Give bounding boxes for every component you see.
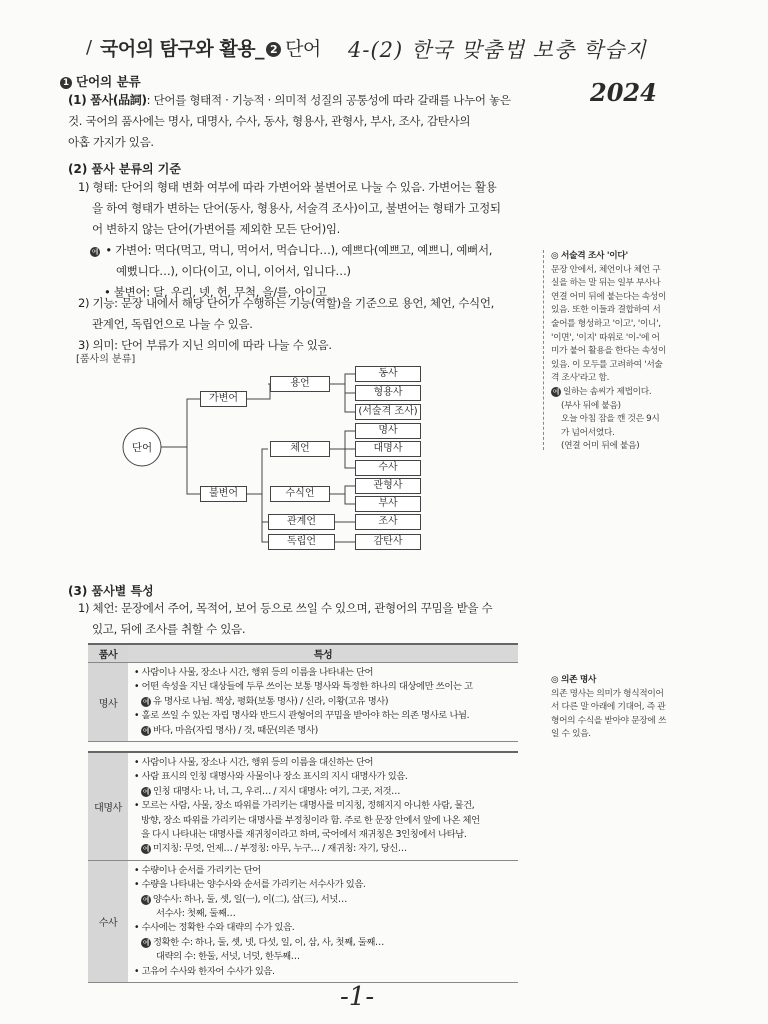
diagram-node-susigeon: 수식언 xyxy=(270,486,330,502)
diagram-leaf-pronoun: 대명사 xyxy=(355,441,421,457)
diagram-leaf-numeral: 수사 xyxy=(355,460,421,476)
handwritten-page-number: -1- xyxy=(340,982,375,1012)
section-number-badge: 2 xyxy=(266,42,281,57)
p2-heading: (2) 품사 분류의 기준 xyxy=(68,162,181,176)
example-icon: 예 xyxy=(142,845,150,854)
example-icon: 예 xyxy=(142,726,150,735)
diagram-leaf-adverb: 부사 xyxy=(355,496,421,512)
p1-label: (1) 품사(品詞) xyxy=(68,93,147,107)
note1-line: 술어를 형성하고 '이고', '이니', xyxy=(551,318,661,329)
section-title: 단어 xyxy=(285,38,321,60)
table-line: 서수사: 첫째, 둘째… xyxy=(156,908,236,920)
diagram-node-dongnibeon: 독립언 xyxy=(268,534,335,550)
example-icon: 예 xyxy=(552,387,560,396)
function-line: 2) 기능: 문장 내에서 해당 단어가 수행하는 기능(역할)을 기준으로 용언, 체언, 수식언, xyxy=(78,296,495,310)
note-bullet-icon: ◎ xyxy=(551,251,562,261)
chapter-title-text: 국어의 탐구와 활용_ xyxy=(100,38,265,60)
example-invariable-line: • 불변어: 달, 우리, 넷, 헌, 무척, 을/를, 아이고 xyxy=(104,285,327,299)
table-line: 을 다시 나타내는 대명사를 재귀칭이라고 하며, 국어에서 재귀칭은 3인칭에서 나타남. xyxy=(141,829,467,841)
note1-line: 연결 어미 뒤에 붙는다는 속성이 xyxy=(551,291,667,302)
p1-line: : 단어를 형태적 · 기능적 · 의미적 성질의 공통성에 따라 갈래를 나누어 놓은 xyxy=(146,93,511,107)
example-icon: 예 xyxy=(142,895,150,904)
table-header-feature: 특성 xyxy=(128,644,518,663)
note1-example: (연결 어미 뒤에 붙음) xyxy=(561,441,640,452)
note1-line: 실을 하는 말 뒤는 일부 부사나 xyxy=(551,278,661,289)
table-line: 인칭 대명사: 나, 너, 그, 우리… / 지시 대명사: 여기, 그곳, 저것… xyxy=(153,785,401,797)
table-row-content xyxy=(128,860,518,982)
diagram-root: 단어 xyxy=(131,442,153,454)
note1-line: 격 조사'라고 함. xyxy=(551,373,610,384)
note1-example: 일하는 솜씨가 제법이다. xyxy=(563,386,652,397)
table-line: 정확한 수: 하나, 둘, 셋, 넷, 다섯, 일, 이, 삼, 사, 첫째, 둘째… xyxy=(153,936,384,948)
header-slash: / xyxy=(86,37,93,58)
section3-heading: (3) 품사별 특성 xyxy=(68,584,154,598)
table-row-key: 대명사 xyxy=(88,752,128,860)
note1-example: (부사 뒤에 붙음) xyxy=(561,400,621,411)
form-line: 을 하여 형태가 변하는 단어(동사, 형용사, 서술격 조사)이고, 불변어는 형태가 고정되 xyxy=(92,201,501,215)
pos-table-pronoun-numeral xyxy=(88,751,518,983)
section1-number-badge: 1 xyxy=(60,77,72,89)
note1-line: 있음. 이 모두를 고려하여 '서술 xyxy=(551,359,663,370)
handwritten-title: 4-(2) 한국 맞춤법 보충 학습지 xyxy=(348,38,647,62)
example-variable-line: 예뻤니다…), 이다(이고, 이니, 이어서, 입니다…) xyxy=(116,264,351,278)
table-line: 유 명사로 나뉨. 책상, 평화(보통 명사) / 신라, 이황(고유 명사) xyxy=(153,695,389,707)
diagram-node-invariable: 불변어 xyxy=(200,486,247,502)
example-icon: 예 xyxy=(142,938,150,947)
diagram-leaf-particle: 조사 xyxy=(355,514,421,530)
example-icon: 예 xyxy=(142,697,150,706)
note2-line: 일 수 있음. xyxy=(551,729,591,740)
table-row-content xyxy=(128,663,518,742)
table-row xyxy=(88,752,518,860)
pos-table-noun xyxy=(88,643,518,742)
form-line: 1) 형태: 단어의 형태 변화 여부에 따라 가변어와 불변어로 나눌 수 있음. 가변어는 활용 xyxy=(78,180,497,194)
table-line: • 홀로 쓰일 수 있는 자립 명사와 반드시 관형어의 꾸밈을 받아야 하는 의존 명사로 나뉨. xyxy=(134,710,470,722)
note1-example: 오늘 아침 잠을 깬 것은 9시 xyxy=(561,414,660,425)
diagram-leaf-adjective: 형용사 xyxy=(355,385,421,401)
diagram-node-variable: 가변어 xyxy=(200,391,247,407)
table-line: • 고유어 수사와 한자어 수사가 있음. xyxy=(134,965,275,977)
table-line: 바다, 마음(자립 명사) / 것, 때문(의존 명사) xyxy=(153,724,318,736)
table-line: 대략의 수: 한둘, 서넛, 너덧, 한두째… xyxy=(156,951,300,963)
table-row xyxy=(88,860,518,982)
note1-line: 있음. 또한 이들과 결합하여 서 xyxy=(551,305,661,316)
table-header-row xyxy=(88,644,518,663)
section1-heading-text: 단어의 분류 xyxy=(76,74,141,89)
note1-example: 가 넘어서였다. xyxy=(561,427,615,438)
note1-line: 문장 안에서, 체언이나 체언 구 xyxy=(551,264,661,275)
meaning-criterion: 3) 의미: 단어 부류가 지닌 의미에 따라 나눌 수 있음. xyxy=(78,338,332,352)
diagram-leaf-interjection: 감탄사 xyxy=(355,534,421,550)
p1-line: 아홉 가지가 있음. xyxy=(68,135,154,149)
table-row-key: 수사 xyxy=(88,860,128,982)
note1-line: 미가 붙어 활용을 한다는 속성이 xyxy=(551,346,667,357)
table-line: 양수사: 하나, 둘, 셋, 일(一), 이(二), 삼(三), 서넛… xyxy=(153,893,347,905)
example-variable-line: • 가변어: 먹다(먹고, 먹니, 먹어서, 먹습니다…), 예쁘다(예쁘고, 예쁘니, 예뻐서, xyxy=(105,243,493,257)
table-line: • 사람 표시의 인칭 대명사와 사물이나 장소 표시의 지시 대명사가 있음. xyxy=(134,771,408,783)
note2-line: 형어의 수식을 받아야 문장에 쓰 xyxy=(551,715,667,726)
table-line: • 수량이나 순서를 가리키는 단어 xyxy=(134,864,261,876)
substantive-description xyxy=(78,598,522,640)
table-header-pos: 품사 xyxy=(88,644,128,663)
diagram-caption: [품사의 분류] xyxy=(76,354,136,365)
diagram-leaf-verb: 동사 xyxy=(355,366,421,382)
example-icon: 예 xyxy=(91,248,99,256)
diagram-node-gwangyeeon: 관계언 xyxy=(268,514,335,530)
table-line: • 사람이나 사물, 장소나 시간, 행위 등의 이름을 나타내는 단어 xyxy=(134,667,374,678)
diagram-leaf-noun: 명사 xyxy=(355,423,421,439)
diagram-leaf-determiner: 관형사 xyxy=(355,478,421,494)
diagram-node-cheeon: 체언 xyxy=(270,441,330,457)
p1-line: 것. 국어의 품사에는 명사, 대명사, 수사, 동사, 형용사, 관형사, 부사, 조사, 감탄사의 xyxy=(68,114,471,128)
note-bullet-icon: ◎ xyxy=(551,675,562,685)
note2-line: 서 다른 말 아래에 기대어, 즉 관 xyxy=(551,702,666,713)
section3-line: 있고, 뒤에 조사를 취할 수 있음. xyxy=(92,622,246,636)
table-line: 방향, 장소 따위를 가리키는 대명사를 부정칭이라 함. 주로 한 문장 안에서 앞에 나온 체언 xyxy=(141,814,480,826)
handwritten-year: 2024 xyxy=(590,78,657,107)
table-line: • 모르는 사람, 사물, 장소 따위를 가리키는 대명사를 미지칭, 정해지지 아니한 사람, 물건, xyxy=(134,800,475,812)
note1-line: '이면', '이지' 따위로 '이-'에 어 xyxy=(551,332,660,343)
table-line: • 수사에는 정확한 수와 대략의 수가 있음. xyxy=(134,922,295,934)
example-icon: 예 xyxy=(142,787,150,796)
note2-line: 의존 명사는 의미가 형식적이어 xyxy=(551,688,664,699)
function-line: 관계언, 독립언으로 나눌 수 있음. xyxy=(92,317,253,331)
table-line: 미지칭: 무엇, 언제… / 부정칭: 아무, 누구… / 재귀칭: 자기, 당신… xyxy=(153,843,407,855)
table-line: • 사람이나 사물, 장소나 시간, 행위 등의 이름을 대신하는 단어 xyxy=(134,757,374,768)
note2-title: 의존 명사 xyxy=(561,675,597,685)
table-line: • 어떤 속성을 지닌 대상들에 두루 쓰이는 보통 명사와 특정한 하나의 대상에만 쓰이는 고 xyxy=(134,681,473,693)
table-line: • 수량을 나타내는 양수사와 순서를 가리키는 서수사가 있음. xyxy=(134,879,366,891)
table-row-key: 명사 xyxy=(88,663,128,742)
note1-title: 서술격 조사 '이다' xyxy=(561,251,628,261)
table-row-content xyxy=(128,752,518,860)
diagram-leaf-copula: (서술격 조사) xyxy=(355,404,421,420)
diagram-node-yongeon: 용언 xyxy=(270,376,330,392)
section3-line: 1) 체언: 문장에서 주어, 목적어, 보어 등으로 쓰일 수 있으며, 관형어의 꾸밈을 받을 수 xyxy=(78,601,493,615)
form-line: 어 변하지 않는 단어(가변어를 제외한 모든 단어)임. xyxy=(92,222,341,236)
table-row xyxy=(88,663,518,742)
